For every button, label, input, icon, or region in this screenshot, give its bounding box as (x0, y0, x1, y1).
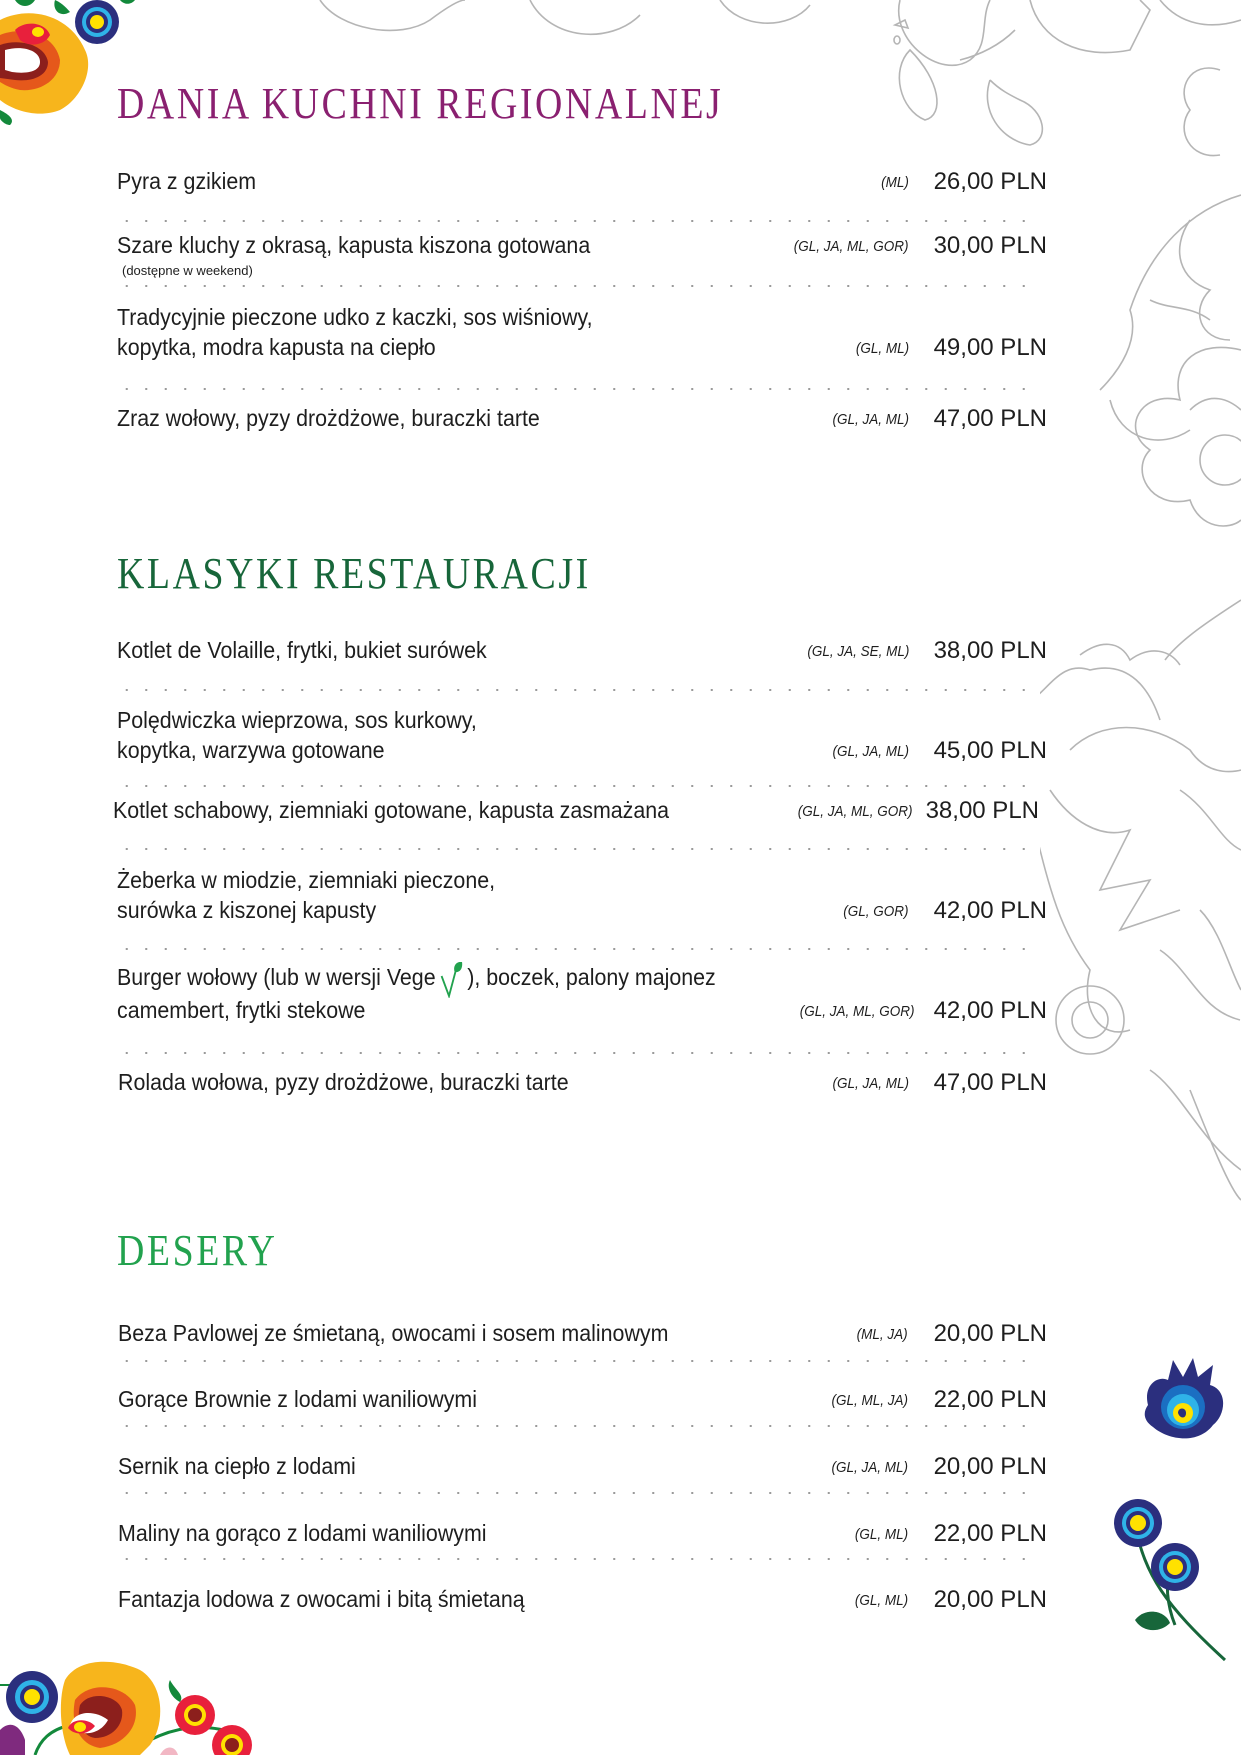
dotted-separator (117, 785, 1037, 787)
allergens: (GL, ML) (854, 1592, 908, 1609)
allergens: (ML) (881, 174, 909, 191)
price: 38,00 PLN (925, 797, 1039, 824)
dotted-separator (117, 1492, 1037, 1494)
price: 49,00 PLN (933, 334, 1047, 361)
dish-name: Sernik na ciepło z lodami (118, 1453, 356, 1479)
dish-name: Maliny na gorąco z lodami waniliowymi (118, 1520, 487, 1546)
dish-name: Kotlet de Volaille, frytki, bukiet surówek (117, 637, 487, 663)
dish-name-part-1: Burger wołowy (lub w wersji Vege (117, 964, 436, 990)
line-art-ornament-right-icon (1040, 190, 1241, 1290)
blue-folk-flower-icon (1138, 1355, 1228, 1445)
dotted-separator (117, 1425, 1037, 1427)
dotted-separator (117, 285, 1037, 287)
dotted-separator (117, 220, 1037, 222)
dotted-separator (117, 1360, 1037, 1362)
dish-name-line-2: camembert, frytki stekowe (117, 997, 366, 1023)
allergens: (GL, JA, ML, GOR) (800, 1003, 915, 1020)
price: 45,00 PLN (933, 737, 1047, 764)
price: 20,00 PLN (933, 1320, 1047, 1347)
allergens: (ML, JA) (856, 1326, 908, 1343)
folk-flowers-bottom-left-icon (0, 1640, 280, 1755)
dish-name-line-1 (117, 962, 716, 998)
vege-leaf-icon (437, 962, 465, 998)
dotted-separator (117, 689, 1037, 691)
dotted-separator (117, 948, 1037, 950)
allergens: (GL, JA, ML) (831, 1459, 908, 1476)
allergens: (GL, ML) (854, 1526, 908, 1543)
price: 26,00 PLN (933, 168, 1047, 195)
dish-name: Pyra z gzikiem (117, 168, 257, 194)
dish-name-line-2: surówka z kiszonej kapusty (117, 897, 377, 923)
allergens: (GL, JA, ML) (832, 411, 909, 428)
price: 42,00 PLN (933, 997, 1047, 1024)
dotted-separator (117, 848, 1037, 850)
dish-name-line-1: Tradycyjnie pieczone udko z kaczki, sos wiśniowy, (117, 304, 593, 330)
dish-name-part-2: ), boczek, palony majonez (467, 964, 716, 990)
dish-name: Gorące Brownie z lodami waniliowymi (118, 1386, 478, 1412)
price: 47,00 PLN (933, 1069, 1047, 1096)
dish-name-line-1: Polędwiczka wieprzowa, sos kurkowy, (117, 707, 477, 733)
dish-name: Kotlet schabowy, ziemniaki gotowane, kapusta zasmażana (113, 797, 670, 823)
allergens: (GL, GOR) (843, 903, 909, 920)
dish-name: Rolada wołowa, pyzy drożdżowe, buraczki tarte (118, 1069, 569, 1095)
section-title-regional: DANIA KUCHNI REGIONALNEJ (117, 79, 724, 128)
allergens: (GL, JA, SE, ML) (806, 643, 909, 660)
dotted-separator (117, 1052, 1037, 1054)
dish-name: Fantazja lodowa z owocami i bitą śmietaną (118, 1586, 525, 1612)
price: 47,00 PLN (933, 405, 1047, 432)
price: 20,00 PLN (933, 1586, 1047, 1613)
dish-name-line-2: kopytka, warzywa gotowane (117, 737, 385, 763)
dish-name: Zraz wołowy, pyzy drożdżowe, buraczki tarte (117, 405, 540, 431)
price: 30,00 PLN (933, 232, 1047, 259)
availability-note: (dostępne w weekend) (122, 263, 253, 278)
price: 42,00 PLN (933, 897, 1047, 924)
blue-flowers-stem-icon (1105, 1495, 1235, 1665)
section-title-desserts: DESERY (117, 1226, 278, 1275)
price: 38,00 PLN (933, 637, 1047, 664)
dotted-separator (117, 1558, 1037, 1560)
dotted-separator (117, 388, 1037, 390)
price: 22,00 PLN (933, 1386, 1047, 1413)
dish-name-line-1: Żeberka w miodzie, ziemniaki pieczone, (117, 867, 496, 893)
allergens: (GL, ML, JA) (831, 1392, 908, 1409)
price: 22,00 PLN (933, 1520, 1047, 1547)
allergens: (GL, JA, ML) (832, 743, 909, 760)
dish-name-line-2: kopytka, modra kapusta na ciepło (117, 334, 436, 360)
section-title-classics: KLASYKI RESTAURACJI (117, 549, 591, 598)
allergens: (GL, ML) (855, 340, 909, 357)
dish-name: Szare kluchy z okrasą, kapusta kiszona gotowana (117, 232, 591, 258)
dish-name: Beza Pavlowej ze śmietaną, owocami i sosem malinowym (118, 1320, 669, 1346)
allergens: (GL, JA, ML) (832, 1075, 909, 1092)
allergens: (GL, JA, ML, GOR) (798, 803, 913, 820)
allergens: (GL, JA, ML, GOR) (794, 238, 909, 255)
price: 20,00 PLN (933, 1453, 1047, 1480)
